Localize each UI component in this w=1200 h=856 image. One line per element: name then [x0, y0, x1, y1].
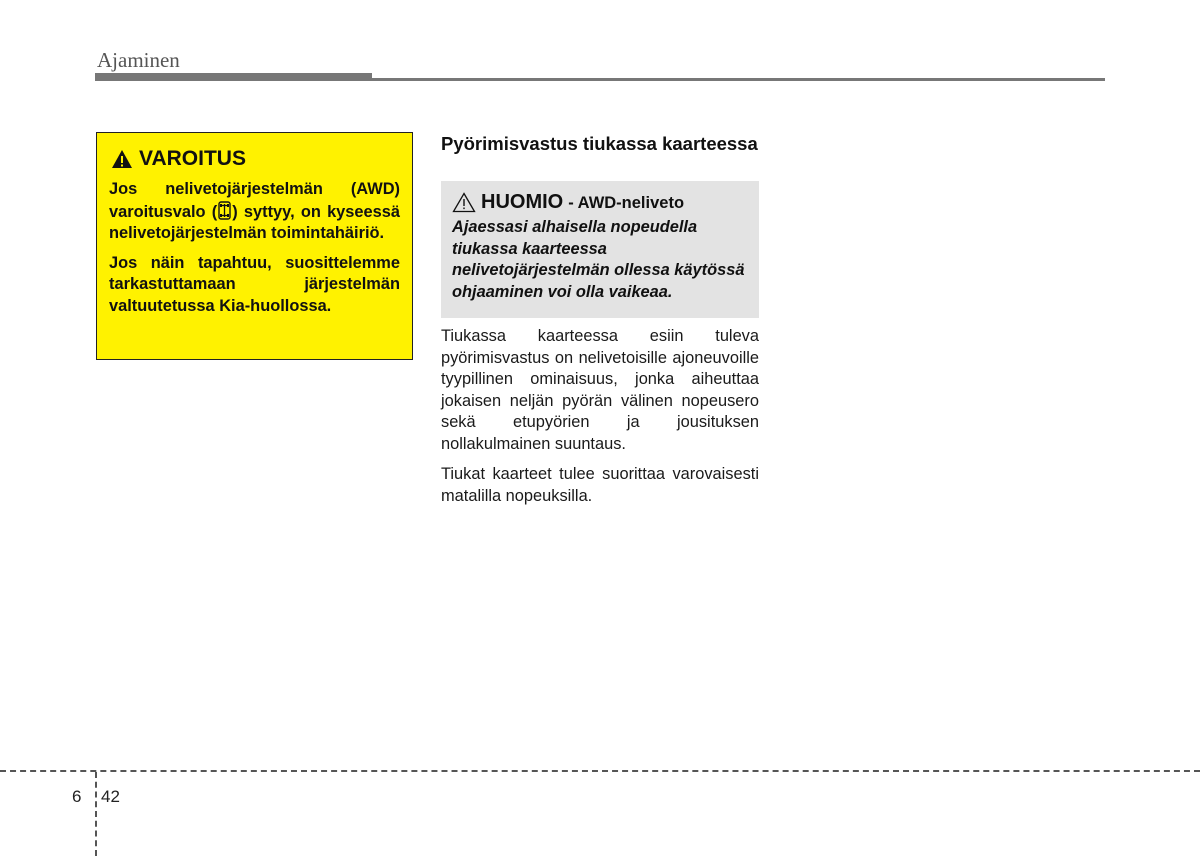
caution-subtitle: - AWD-neliveto	[568, 194, 685, 212]
warning-paragraph-1	[109, 179, 400, 245]
chapter-number: 6	[72, 787, 82, 806]
caution-text: Ajaessasi alhaisella nopeudella tiukassa kaarteessa nelivetojärjestelmän ollessa käytössä ohjaaminen voi olla vaikeaa.	[452, 218, 745, 301]
section-heading: Pyörimisvastus tiukassa kaarteessa	[441, 133, 758, 154]
body-text	[441, 326, 759, 516]
header-rule-thick	[95, 73, 372, 81]
warning-paragraph-2: Jos näin tapahtuu, suosittelemme tarkastuttamaan järjestelmän valtuutetussa Kia-huollossa.	[109, 253, 400, 315]
warning-heading	[111, 147, 400, 171]
page-header-title: Ajaminen	[97, 48, 180, 72]
caution-title: HUOMIO	[481, 191, 564, 213]
awd-warning-light-icon	[218, 201, 231, 220]
warning-triangle-icon	[111, 149, 133, 169]
footer-dashed-divider	[95, 772, 97, 856]
page-number: 42	[101, 787, 120, 806]
header-rule-thin	[372, 78, 1105, 81]
warning-title: VAROITUS	[139, 147, 246, 170]
body-paragraph-1: Tiukassa kaarteessa esiin tuleva pyörimisvastus on nelivetoisille ajoneuvoille tyypillinen ominaisuus, jonka aiheuttaa jokaisen neljän pyörän välinen nopeusero sekä etupyörien ja jousituksen nollakulmainen suuntaus.	[441, 327, 759, 453]
warning-text-before-icon: Jos nelivetojärjestelmän (AWD) varoitusvalo (	[109, 180, 400, 221]
caution-box	[441, 181, 759, 318]
warning-text-after-icon: ) syttyy, on kyseessä nelivetojärjestelmän toimintahäiriö.	[109, 202, 400, 242]
caution-heading	[452, 191, 749, 214]
warning-box	[96, 132, 413, 360]
footer-dashed-rule	[0, 770, 1200, 772]
caution-triangle-icon	[452, 192, 476, 213]
body-paragraph-2: Tiukat kaarteet tulee suorittaa varovaisesti matalilla nopeuksilla.	[441, 465, 759, 505]
